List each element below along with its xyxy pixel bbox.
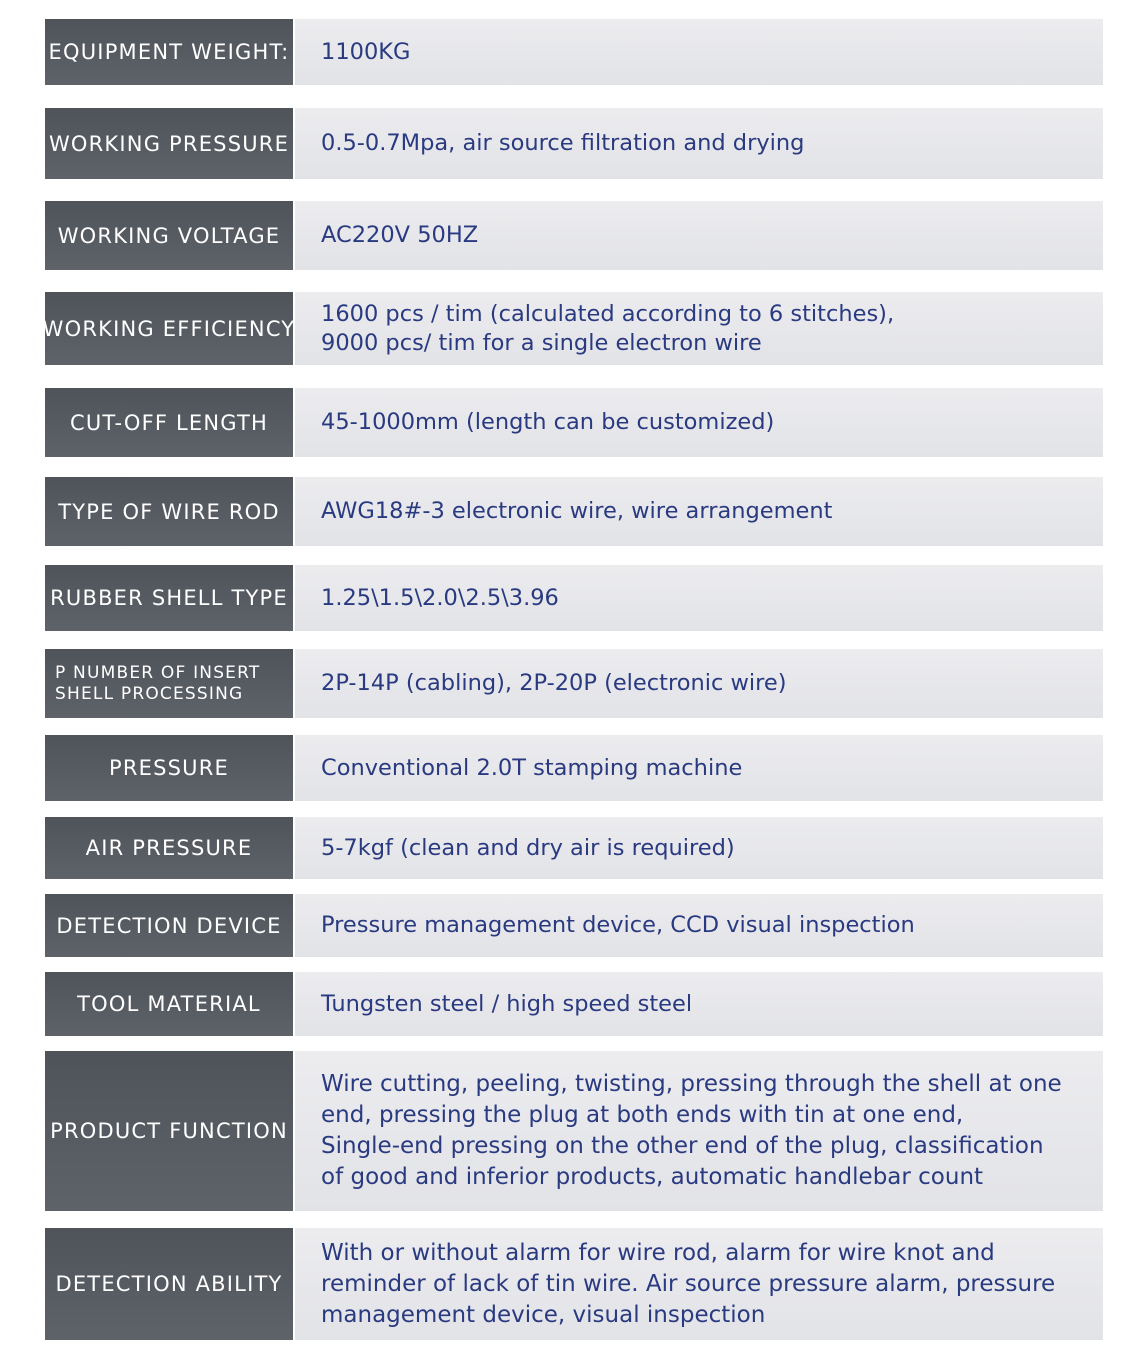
spec-row-air-pressure	[45, 817, 1103, 879]
spec-label: RUBBER SHELL TYPE	[45, 565, 293, 631]
spec-label: EQUIPMENT WEIGHT:	[45, 19, 293, 85]
spec-label: CUT-OFF LENGTH	[45, 388, 293, 457]
spec-value: Pressure management device, CCD visual inspection	[295, 894, 1103, 957]
spec-value: With or without alarm for wire rod, alarm for wire knot and reminder of lack of tin wire. Air source pressure alarm, pressure management device, visual inspection	[295, 1228, 1103, 1340]
spec-label: AIR PRESSURE	[45, 817, 293, 879]
spec-label: PRESSURE	[45, 735, 293, 801]
spec-value: 1600 pcs / tim (calculated according to 6 stitches), 9000 pcs/ tim for a single electron wire	[295, 292, 1103, 365]
spec-value: 5-7kgf (clean and dry air is required)	[295, 817, 1103, 879]
spec-label: P NUMBER OF INSERT SHELL PROCESSING	[45, 649, 293, 718]
spec-row-detection-ability	[45, 1228, 1103, 1340]
spec-value: AWG18#-3 electronic wire, wire arrangement	[295, 477, 1103, 546]
spec-value: 1100KG	[295, 19, 1103, 85]
spec-row-type-of-wire-rod	[45, 477, 1103, 546]
spec-row-p-number-of-insert	[45, 649, 1103, 718]
spec-value: Conventional 2.0T stamping machine	[295, 735, 1103, 801]
spec-row-rubber-shell-type	[45, 565, 1103, 631]
spec-value: 0.5-0.7Mpa, air source filtration and drying	[295, 108, 1103, 179]
spec-label: DETECTION ABILITY	[45, 1228, 293, 1340]
spec-value: AC220V 50HZ	[295, 201, 1103, 270]
spec-label: TYPE OF WIRE ROD	[45, 477, 293, 546]
spec-value: 45-1000mm (length can be customized)	[295, 388, 1103, 457]
spec-label: TOOL MATERIAL	[45, 972, 293, 1036]
spec-row-working-pressure	[45, 108, 1103, 179]
spec-value: 1.25\1.5\2.0\2.5\3.96	[295, 565, 1103, 631]
spec-row-equipment-weight	[45, 19, 1103, 85]
spec-label: WORKING PRESSURE	[45, 108, 293, 179]
spec-row-tool-material	[45, 972, 1103, 1036]
spec-row-cut-off-length	[45, 388, 1103, 457]
spec-value: Wire cutting, peeling, twisting, pressing through the shell at one end, pressing the plug at both ends with tin at one end, Single-end pressing on the other end of the plug, classification of good and inferior products, automatic handlebar count	[295, 1051, 1103, 1211]
spec-label: DETECTION DEVICE	[45, 894, 293, 957]
spec-row-detection-device	[45, 894, 1103, 957]
spec-row-product-function	[45, 1051, 1103, 1211]
spec-label: PRODUCT FUNCTION	[45, 1051, 293, 1211]
spec-value: Tungsten steel / high speed steel	[295, 972, 1103, 1036]
spec-row-working-efficiency	[42, 292, 1103, 365]
spec-label: WORKING EFFICIENCY	[45, 292, 293, 365]
spec-value: 2P-14P (cabling), 2P-20P (electronic wire)	[295, 649, 1103, 718]
spec-row-pressure	[45, 735, 1103, 801]
spec-row-working-voltage	[45, 201, 1103, 270]
spec-label: WORKING VOLTAGE	[45, 201, 293, 270]
